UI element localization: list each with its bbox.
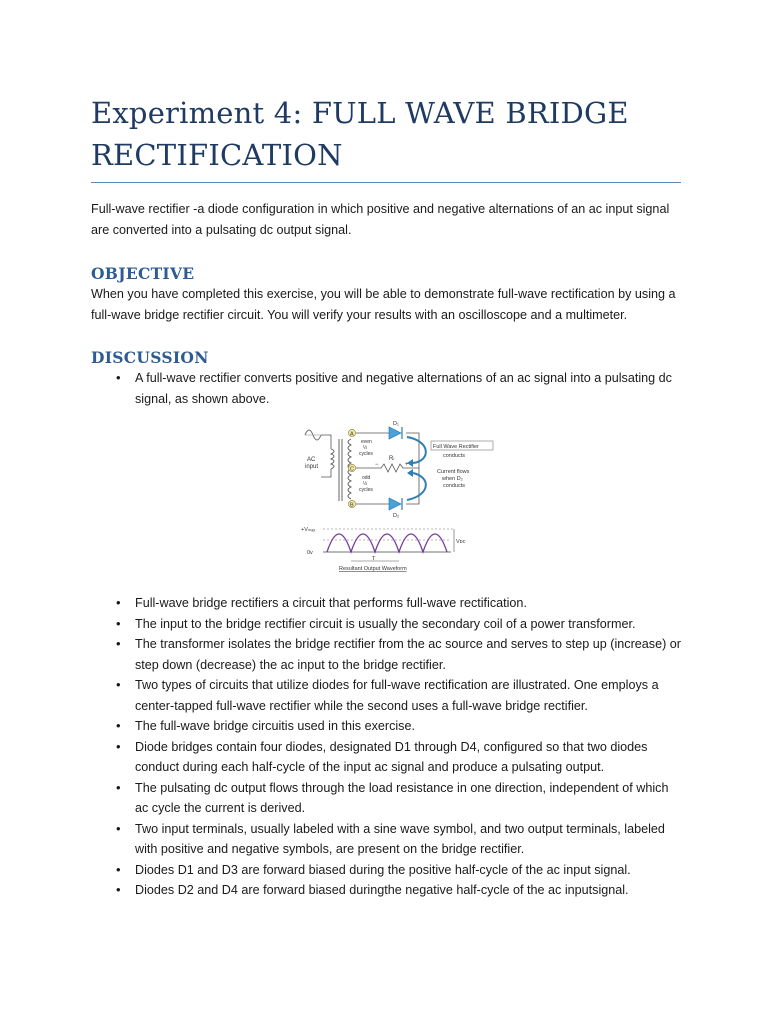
output-waveform [327, 534, 447, 552]
bullet-icon: • [116, 882, 121, 897]
d1-label: D₁ [393, 421, 399, 427]
list-item [91, 614, 681, 635]
current-arrow-top [407, 437, 426, 463]
list-item [91, 880, 681, 901]
waveform-caption: Resultant Output Waveform [339, 566, 407, 572]
bullet-icon: • [116, 615, 121, 631]
node-b-label: B [350, 502, 354, 509]
bullet-icon: • [116, 820, 121, 836]
half-label-2: ½ [363, 481, 368, 487]
rectifier-figure [91, 421, 681, 593]
page-title: Experiment 4: FULL WAVE BRIDGE RECTIFICATION [91, 96, 629, 172]
bullet-icon: • [116, 677, 121, 692]
list-item [91, 819, 681, 860]
discussion-bullets-top [91, 368, 681, 409]
zero-volt-label: 0v [307, 550, 313, 556]
list-item [91, 860, 681, 881]
current-arrow-bottom [407, 473, 426, 500]
bullet-icon: • [116, 636, 121, 651]
list-item [91, 675, 681, 716]
bullet-icon: • [116, 718, 121, 733]
when-d2-label: when D₂ [442, 476, 463, 482]
cycles-label-2: cycles [359, 487, 373, 493]
cycles-label-1: cycles [359, 451, 373, 457]
even-label: even [361, 439, 372, 445]
objective-paragraph: When you have completed this exercise, you will be able to demonstrate full-wave rectification by using a full-wave bridge rectifier circuit. You will verify your results with an oscilloscope and a multimeter. [91, 287, 676, 322]
rl-label: Rₗ [389, 456, 395, 462]
bullet-text: Diode bridges contain four diodes, designated D1 through D4, configured so that two diodes conduct during each half-cycle of the input ac signal and produce a pulsating output. [135, 739, 648, 774]
bullet-icon: • [116, 738, 121, 754]
bullet-text: The input to the bridge rectifier circuit is usually the secondary coil of a power transformer. [135, 616, 636, 631]
ac-label: AC [307, 457, 316, 463]
bullet-icon: • [116, 595, 121, 610]
half-label-1: ½ [363, 445, 368, 451]
primary-coil [331, 449, 334, 469]
bullet-text: Diodes D1 and D3 are forward biased during the positive half-cycle of the ac input signal. [135, 862, 631, 877]
list-item [91, 737, 681, 778]
bullet-text: Diodes D2 and D4 are forward biased duringthe negative half-cycle of the ac inputsignal. [135, 883, 629, 897]
bullet-text: The transformer isolates the bridge rectifier from the ac source and serves to step up (increase) or step down (decrease) the ac input to the bridge rectifier. [135, 637, 681, 672]
load-resistor [356, 464, 419, 472]
d2-label: D₂ [393, 513, 400, 519]
minus-label: − [375, 462, 379, 468]
intro-paragraph: Full-wave rectifier -a diode configuration in which positive and negative alternations of an ac input signal are converted into a pulsating dc output signal. [91, 202, 670, 237]
node-a-label: A [350, 431, 354, 438]
bullet-text: Full-wave bridge rectifiers a circuit that performs full-wave rectification. [135, 596, 527, 610]
conducts-label-2: conducts [443, 483, 466, 489]
diode-d2 [389, 498, 401, 510]
rectifier-diagram [301, 421, 501, 593]
bullet-text: Two input terminals, usually labeled with a sine wave symbol, and two output terminals, labeled with positive and negative symbols, are present on the bridge rectifier. [135, 821, 665, 856]
list-item [91, 716, 681, 737]
bullet-text: Two types of circuits that utilize diodes for full-wave rectification are illustrated. One employs a center-tapped full-wave rectifier while the second uses a full-wave bridge rectifier. [135, 678, 659, 713]
bullet-text: The pulsating dc output flows through the load resistance in one direction, independent of which ac cycle the current is derived. [135, 780, 669, 815]
plus-label: + [405, 462, 409, 468]
objective-heading: OBJECTIVE [91, 264, 195, 283]
conducts-label-1: conducts [443, 453, 466, 459]
odd-label: odd [362, 475, 371, 481]
list-item [91, 593, 681, 614]
discussion-bullets [91, 593, 681, 901]
list-item [91, 634, 681, 675]
bullet-icon: • [116, 861, 121, 877]
discussion-heading: DISCUSSION [91, 348, 209, 367]
bullet-text: The full-wave bridge circuitis used in this exercise. [135, 719, 415, 733]
list-item [91, 368, 681, 409]
rectifier-box-title: Full Wave Rectifier [433, 444, 479, 450]
vmax-label: +Vₘₐₓ [301, 527, 316, 533]
current-flows-label: Current flows [437, 469, 470, 475]
bullet-text: A full-wave rectifier converts positive and negative alternations of an ac signal into a pulsating dc signal, as shown above. [135, 371, 672, 406]
bullet-icon: • [116, 370, 121, 385]
vdc-label: Vᴅᴄ [456, 539, 466, 545]
bullet-icon: • [116, 779, 121, 795]
input-label: input [305, 464, 319, 470]
diode-d1 [389, 427, 401, 439]
arrow-head-bottom [407, 469, 413, 477]
document-page [91, 0, 681, 901]
title-divider [91, 182, 681, 183]
node-c-label: C [350, 466, 354, 473]
list-item [91, 778, 681, 819]
primary-wires [321, 435, 331, 477]
period-label: T [372, 556, 376, 562]
